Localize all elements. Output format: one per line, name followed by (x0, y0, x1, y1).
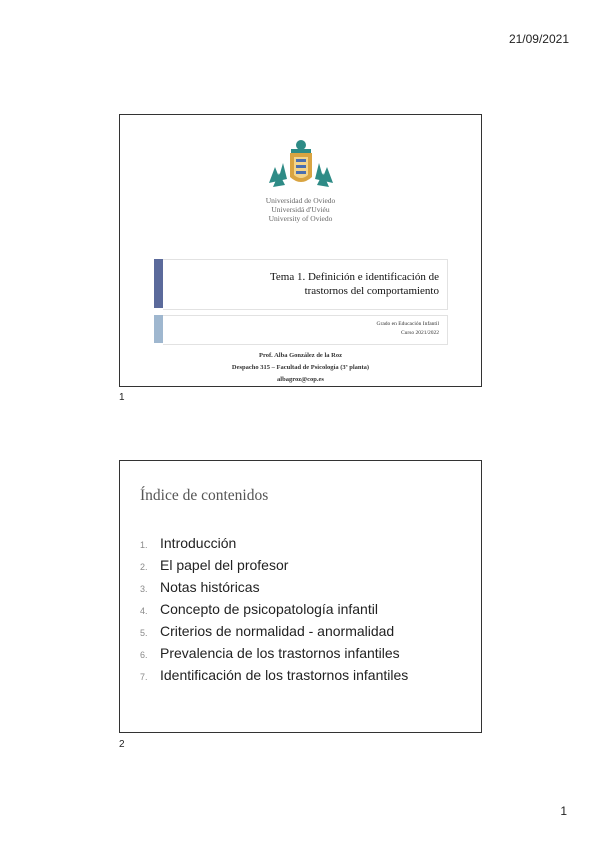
slide-title-line-1: Tema 1. Definición e identificación de (269, 271, 439, 283)
author-email: albagroz@cop.es (277, 376, 324, 383)
toc-item-number: 6. (140, 650, 148, 660)
toc-item (140, 557, 408, 579)
toc-item-text: Concepto de psicopatología infantil (160, 601, 378, 617)
toc-item-text: El papel del profesor (160, 557, 289, 573)
slide-title-line-2: trastornos del comportamiento (304, 285, 439, 297)
subtitle-accent-bar (154, 315, 163, 343)
toc-item-number: 2. (140, 562, 148, 572)
slide-1 (119, 114, 482, 387)
toc-item-text: Introducción (160, 535, 237, 551)
university-name-es: Universidad de Oviedo (265, 196, 336, 205)
slide-2-number: 2 (119, 739, 125, 750)
toc-item-text: Prevalencia de los trastornos infantiles (160, 645, 400, 661)
toc-item (140, 535, 408, 557)
slide-1-number: 1 (119, 392, 125, 403)
slide-title (270, 270, 439, 298)
toc-list (140, 535, 408, 689)
toc-item-number: 5. (140, 628, 148, 638)
toc-item-text: Criterios de normalidad - anormalidad (160, 623, 395, 639)
print-date: 21/09/2021 (508, 32, 569, 46)
toc-item (140, 623, 408, 645)
toc-item-number: 1. (140, 540, 148, 550)
toc-item (140, 645, 408, 667)
toc-item (140, 579, 408, 601)
title-accent-bar (154, 259, 163, 308)
author-name: Prof. Alba González de la Roz (259, 352, 342, 359)
page-number: 1 (560, 804, 567, 818)
toc-title: Índice de contenidos (140, 487, 269, 504)
degree-name: Grado en Educación Infantil (376, 321, 439, 327)
toc-item-number: 4. (140, 606, 148, 616)
toc-item-number: 7. (140, 672, 148, 682)
toc-item (140, 601, 408, 623)
university-name-ast: Universidá d'Uviéu (271, 205, 330, 214)
toc-item-number: 3. (140, 584, 148, 594)
slide-subtitle (377, 320, 439, 338)
title-box (163, 259, 448, 310)
course-year: Curso 2021/2022 (400, 330, 439, 336)
author-office: Despacho 315 – Facultad de Psicología (3ª planta) (231, 364, 370, 371)
toc-item-text: Notas históricas (160, 579, 260, 595)
slide-2 (119, 460, 482, 733)
university-name-en: University of Oviedo (268, 214, 333, 223)
toc-item-text: Identificación de los trastornos infantiles (160, 667, 409, 683)
toc-item (140, 667, 408, 689)
subtitle-box (163, 315, 448, 345)
university-crest-logo (265, 137, 337, 189)
